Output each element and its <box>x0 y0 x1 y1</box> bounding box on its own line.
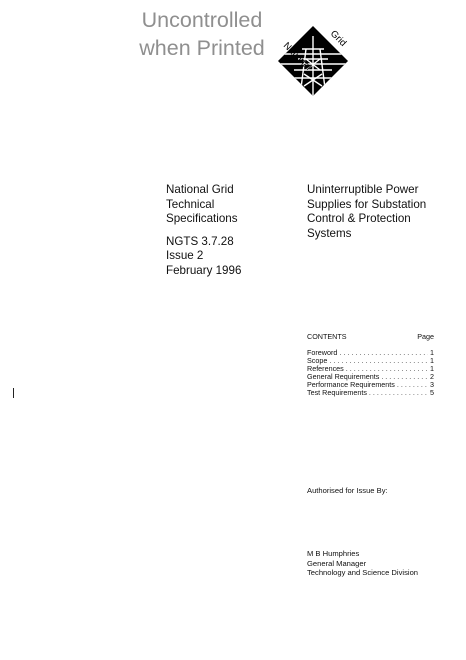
margin-change-bar <box>13 388 14 398</box>
national-grid-logo <box>266 14 360 108</box>
logo-word-grid: Grid <box>327 28 349 49</box>
authorisation-label: Authorised for Issue By: <box>307 486 388 495</box>
watermark-line-1: Uncontrolled <box>141 8 263 32</box>
toc-entry-page: 1 <box>430 356 434 365</box>
toc-entry-label: Foreword <box>307 348 338 357</box>
toc-entry-page: 1 <box>430 348 434 357</box>
spec-block <box>166 183 241 279</box>
toc-entry-test-requirements[interactable] <box>307 389 434 397</box>
spec-code: NGTS 3.7.28 <box>166 234 234 248</box>
spec-date: February 1996 <box>166 263 242 277</box>
toc-leader-dots <box>329 357 428 365</box>
toc-entry-page: 3 <box>430 380 434 389</box>
toc-entry-label: Test Requirements <box>307 388 367 397</box>
toc-leader-dots <box>369 389 428 397</box>
title-line: Control & Protection <box>307 212 411 226</box>
uncontrolled-watermark <box>132 6 272 62</box>
table-of-contents <box>307 332 434 397</box>
spec-org: National Grid <box>166 183 234 196</box>
watermark-line-2: when Printed <box>139 36 265 60</box>
contents-page-heading: Page <box>417 332 434 341</box>
toc-entry-label: General Requirements <box>307 372 380 381</box>
toc-entry-page: 1 <box>430 364 434 373</box>
spec-issue: Issue 2 <box>166 249 204 263</box>
contents-heading: CONTENTS <box>307 332 347 341</box>
logo-word-national: National <box>280 40 314 73</box>
signatory-role: General Manager <box>307 558 367 568</box>
signatory-division: Technology and Science Division <box>307 568 419 578</box>
contents-header <box>307 332 434 341</box>
toc-leader-dots <box>339 349 428 357</box>
title-line: Systems <box>307 226 352 240</box>
signatory-name: M B Humphries <box>307 549 360 558</box>
toc-leader-dots <box>397 381 428 389</box>
spec-line-specifications: Specifications <box>166 212 238 226</box>
signatory-block <box>307 549 418 578</box>
document-title <box>307 183 457 241</box>
title-line: Uninterruptible Power <box>307 183 419 196</box>
toc-entry-label: Performance Requirements <box>307 380 395 389</box>
pylon-diamond-icon <box>278 26 348 96</box>
toc-entry-label: Scope <box>307 356 328 365</box>
title-line: Supplies for Substation <box>307 197 427 211</box>
toc-entry-page: 5 <box>430 388 434 397</box>
spec-line-technical: Technical <box>166 197 215 211</box>
toc-entry-label: References <box>307 364 344 373</box>
toc-entry-page: 2 <box>430 372 434 381</box>
